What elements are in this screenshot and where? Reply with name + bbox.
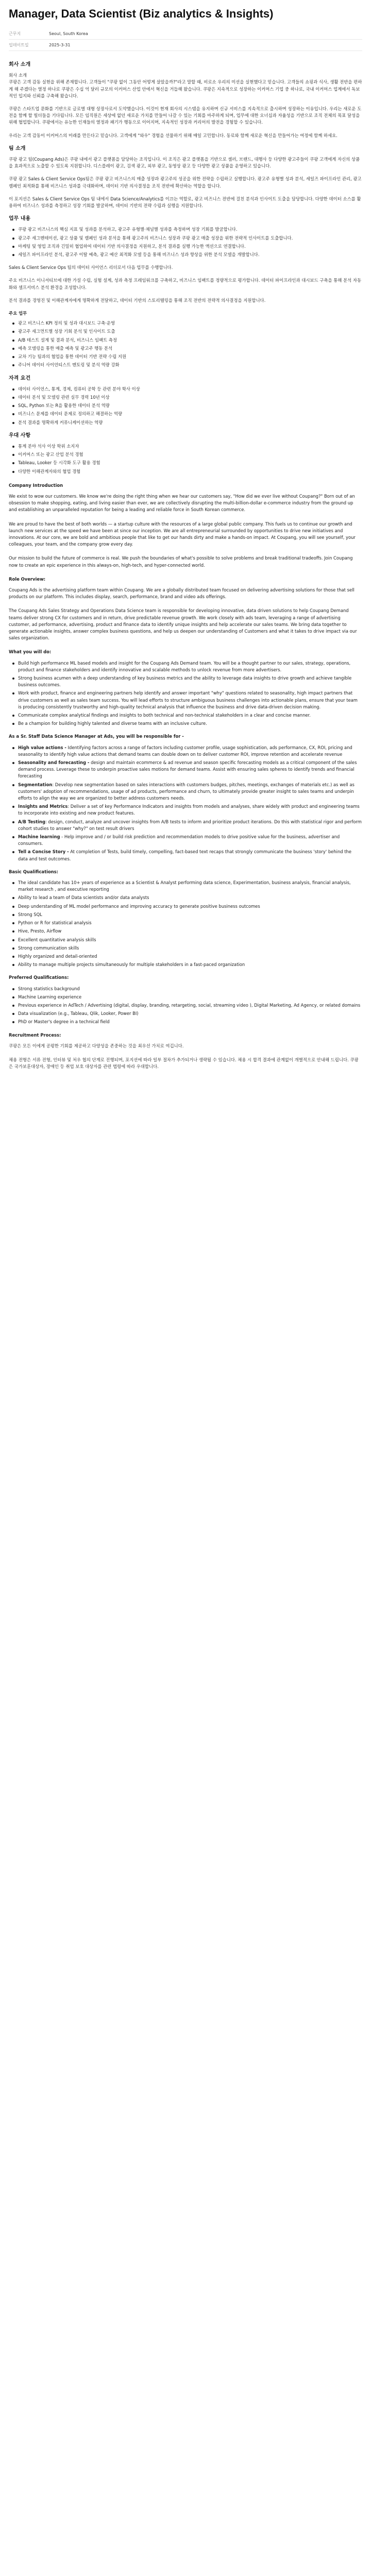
list-item: 교차 기능 팀과의 협업을 통한 데이터 기반 전략 수립 지원 xyxy=(9,353,362,360)
list-item-text: Ability to manage multiple projects simultaneously for multiple stakeholders in a fast-paced organization xyxy=(18,962,245,968)
list-item xyxy=(9,849,362,862)
bullet-list xyxy=(9,660,362,727)
paragraph: Our mission to build the future of commerce is real. We push the boundaries of what's possible to solve problems and break traditional tradeoffs. Join Coupang now to create an epic experience in this always-on, high-tech, and hyper-connected world. xyxy=(9,555,355,568)
list-item-text: Deep understanding of ML model performance and improving accuracy to generate positive business outcomes xyxy=(18,903,260,909)
list-item xyxy=(9,953,362,960)
section-heading: 회사 소개 xyxy=(9,62,31,67)
section-heading: 자격 요건 xyxy=(9,375,31,381)
list-item: Tableau, Looker 등 시각화 도구 활용 경험 xyxy=(9,460,362,466)
list-item-text: Data visualization (e.g., Tableau, Qlik, Looker, Power BI) xyxy=(18,1011,139,1016)
list-item-text: Communicate complex analytical findings and insights to both technical and non-technical stakeholders in a clear and concise manner. xyxy=(18,713,311,718)
meta-row-location xyxy=(9,29,362,38)
korean-description xyxy=(9,61,362,475)
paragraph: Coupang Ads is the advertising platform team within Coupang. We are a globally distributed team focused on delivering advertising solutions for those that sell products on our platform. This includes display, search, performance, brand and video ads offerings. xyxy=(9,587,356,600)
list-item-text: Python or R for statistical analysis xyxy=(18,920,92,926)
list-item-lead: Seasonality and forecasting - xyxy=(18,760,90,766)
list-item: 비즈니스 문제를 데이터 문제로 정의하고 해결하는 역량 xyxy=(9,411,362,417)
list-item xyxy=(9,690,362,710)
meta-value: Seoul, South Korea xyxy=(49,31,88,36)
sub-heading: 주요 업무 xyxy=(9,311,27,316)
list-item: 데이터 사이언스, 통계, 경제, 컴퓨터 공학 등 관련 분야 학사 이상 xyxy=(9,386,362,393)
paragraph: The Coupang Ads Sales Strategy and Operations Data Science team is responsible for developing innovative, data driven solutions to help Coupang Demand teams deliver strong CX for customers and in return, drive predictable revenue growth. We work closely with ads team, leveraging a range of advertising customer, ad performance, advertising, product and finance data to identify unique insights and help accelerate our sales teams. We bring data together to generate actionable insights, answer complex business questions, and help us deepen our understanding of Customers and what it takes to drive impact via our sales organization. xyxy=(9,608,359,641)
list-item-text: : design, conduct, analyze and uncover insights from A/B tests to inform and prioritize product iterations. Do this with statistical rigor and perform cohort studies to answer "why?" on test result drivers xyxy=(18,819,362,831)
bullet-list xyxy=(9,226,362,258)
list-item xyxy=(9,712,362,719)
list-item xyxy=(9,744,362,758)
list-item: 다양한 이해관계자와의 협업 경험 xyxy=(9,468,362,475)
bullet-list xyxy=(9,744,362,862)
paragraph: 분석 결과를 경영진 및 이해관계자에게 명확하게 전달하고, 데이터 기반의 스토리텔링을 통해 조직 전반의 전략적 의사결정을 지원합니다. xyxy=(9,297,266,303)
paragraph: 쿠팡 광고 Sales & Client Service Ops팀은 쿠팡 광고 비즈니스의 매출 성장과 광고주의 성공을 위한 전략을 수립하고 실행합니다. 광고주 유형별 성과 분석, 세일즈 파이프라인 관리, 광고 캠페인 최적화를 통해 비즈니스 성과를 극대화하며, 데이터 기반 의사결정을 조직 전반에 확산하는 역할을 합니다. xyxy=(9,176,363,189)
meta-table xyxy=(9,29,362,51)
list-item-text: Highly organized and detail-oriented xyxy=(18,953,97,959)
meta-label: 근무지 xyxy=(9,31,21,36)
list-item-lead: Segmentation xyxy=(18,782,53,787)
list-item xyxy=(9,675,362,688)
paragraph: We are proud to have the best of both worlds — a startup culture with the resources of a large global public company. This fuels us to continue our growth and launch new services at the speed we have been at since our inception. We are all entrepreneurial surrounded by opportunities to drive new initiatives and innovations. At our core, we are bold and ambitious people that like to get our hands dirty and make a hands-on impact. At Coupang, you will see yourself, your colleagues, your team, and the company grow every day. xyxy=(9,521,357,547)
paragraph: 회사 소개 쿠팡은 고객 감동 실현을 위해 존재합니다. 고객들이 "쿠팡 없이 그동안 어떻게 살았을까?"라고 말할 때, 비로소 우리의 미션을 실현했다고 믿습니다. 고객들의 쇼핑과 식사, 생활 전반을 편하게 해 주겠다는 열정 하나로 쿠팡은 수십 억 달러 규모의 이커머스 산업 안에서 혁신을 거듭해 왔습니다. 쿠팡은 지속적으로 성장하는 이커머스 기업 중 하나로, 국내 이커머스 업계에서 독보적인 입지와 신뢰를 구축해 왔습니다. xyxy=(9,73,362,98)
list-item xyxy=(9,819,362,832)
list-item xyxy=(9,920,362,926)
list-item-text: Excellent quantitative analysis skills xyxy=(18,937,96,942)
list-item xyxy=(9,903,362,910)
list-item-text: : Deliver a set of key Performance Indicators and insights from models and analyses, share widely with product and engineering teams to incorporate into existing and new product features. xyxy=(18,804,360,816)
section-heading: 우대 사항 xyxy=(9,432,31,438)
list-item: 세일즈 파이프라인 분석, 광고주 이탈 예측, 광고 예산 최적화 모델 등을 통해 비즈니스 성과 향상을 위한 분석 모델을 개발합니다. xyxy=(9,251,362,258)
list-item: 예측 모델링을 통한 매출 예측 및 광고주 행동 분석 xyxy=(9,345,362,352)
meta-row-updated xyxy=(9,41,362,49)
bullet-list xyxy=(9,320,362,368)
list-item xyxy=(9,834,362,847)
list-item xyxy=(9,782,362,802)
section-heading: Company Introduction xyxy=(9,482,63,488)
english-description xyxy=(9,482,362,1071)
list-item-lead: Tell a Concise Story - xyxy=(18,849,69,855)
list-item: 광고주 세그먼트별 성장 기회 분석 및 인사이트 도출 xyxy=(9,328,362,335)
section-heading: Recruitment Process: xyxy=(9,1032,61,1038)
list-item-text: PhD or Master's degree in a technical field xyxy=(18,1019,110,1025)
list-item xyxy=(9,961,362,968)
list-item: 광고주 세그멘테이션, 광고 상품 및 캠페인 성과 분석을 통해 광고주의 비즈니스 성장과 쿠팡 광고 매출 성장을 위한 전략적 인사이트를 도출합니다. xyxy=(9,235,362,242)
meta-value: 2025-3-31 xyxy=(49,42,71,47)
section-heading: 팀 소개 xyxy=(9,145,26,151)
paragraph: 채용 전형은 서류 전형, 인터뷰 및 처우 협의 단계로 진행되며, 포지션에 따라 일부 절차가 추가되거나 생략될 수 있습니다. 채용 시 합격 결과에 관계없이 개별적으로 안내해 드립니다. 쿠팡은 국가보훈대상자, 장애인 등 취업 보호 대상자를 관련 법령에 따라 우대합니다. xyxy=(9,1057,359,1070)
bullet-list xyxy=(9,879,362,968)
section-heading: Basic Qualifications: xyxy=(9,869,58,874)
list-item: 이커머스 또는 광고 산업 분석 경험 xyxy=(9,451,362,458)
list-item xyxy=(9,894,362,901)
job-posting xyxy=(0,0,371,1093)
list-item-text: The ideal candidate has 10+ years of experience as a Scientist & Analyst performing data science, Experimentation, business analysis, financial analysis, market research , and executive reporting xyxy=(18,880,351,892)
list-item xyxy=(9,660,362,673)
paragraph: 쿠팡은 스타트업 문화를 기반으로 글로벌 대형 상장사로서 도약했습니다. 이것이 현재 회사의 시스템을 유지하며 신규 서비스를 지속적으로 출시하며 성장하는 이유입니다. 우리는 새로운 도전을 함께 할 빌더들을 기다립니다. 모든 임직원은 세상에 없던 새로운 가치를 만들어 나갈 수 있는 기회를 마주하게 되며, 업무에 대한 오너십과 자율성을 기반으로 조직 전체의 목표 달성을 위해 협업합니다. 쿠팡에서는 유능한 인재들의 열정과 패기가 행동으로 이어지며, 지속적인 성장과 커리어의 발전을 경험할 수 있습니다. xyxy=(9,106,362,125)
paragraph: We exist to wow our customers. We know we're doing the right thing when we hear our customers say, "How did we ever live without Coupang?" Born out of an obsession to make shopping, eating, and living easier than ever, we are collectively disrupting the multi-billion-dollar e-commerce industry from the ground up and establishing an unparalleled reputation for being a leading and reliable force in South Korean commerce. xyxy=(9,493,357,513)
paragraph: Sales & Client Service Ops 팀의 데이터 사이언스 리더로서 다음 업무를 수행합니다. xyxy=(9,265,173,270)
list-item-text: Strong business acumen with a deep understanding of key business metrics and the ability to leverage data insights to drive growth and achieve tangible business outcomes. xyxy=(18,675,352,688)
paragraph: 쿠팡은 모든 이에게 공평한 기회를 제공하고 다양성을 존중하는 것을 최우선 가치로 여깁니다. xyxy=(9,1043,184,1048)
list-item-text: At completion of Tests, build timely, compelling, fact-based text recaps that strongly communicate the business 'story' behind the data and test outcomes. xyxy=(18,849,351,861)
divider xyxy=(9,39,362,40)
list-item-lead: Machine learning xyxy=(18,834,60,840)
list-item: 데이터 분석 및 모델링 관련 실무 경력 10년 이상 xyxy=(9,394,362,401)
paragraph: 주요 비즈니스 이니셔티브에 대한 가설 수립, 실험 설계, 성과 측정 프레임워크를 구축하고, 비즈니스 임팩트를 정량적으로 평가합니다. 데이터 파이프라인과 대시보드 구축을 통해 분석 자동화와 셀프서비스 분석 환경을 조성합니다. xyxy=(9,278,362,290)
bullet-list xyxy=(9,443,362,475)
list-item xyxy=(9,945,362,952)
bullet-list xyxy=(9,386,362,426)
list-item-text: Machine Learning experience xyxy=(18,994,82,999)
paragraph: 우리는 고객 감동이 이커머스의 미래를 만든다고 믿습니다. 고객에게 "와우" 경험을 선물하기 위해 매일 고민합니다. 동료와 함께 새로운 혁신을 만들어가는 여정에 함께 하세요. xyxy=(9,132,338,138)
bullet-list xyxy=(9,986,362,1026)
list-item: 광고 비즈니스 KPI 정의 및 성과 대시보드 구축·운영 xyxy=(9,320,362,327)
list-item-text: - Help improve and / or build risk prediction and recommendation models to drive positive value for the business, advertiser and consumers. xyxy=(18,834,340,846)
list-item: 쿠팡 광고 비즈니스의 핵심 지표 및 성과를 분석하고, 광고주 유형별·채널별 성과를 측정하며 성장 기회를 발굴합니다. xyxy=(9,226,362,233)
divider xyxy=(9,50,362,51)
list-item xyxy=(9,1002,362,1009)
list-item xyxy=(9,759,362,780)
list-item-text: Be a champion for building highly talented and diverse teams with an inclusive culture. xyxy=(18,721,207,726)
section-heading: Role Overview: xyxy=(9,576,46,582)
list-item-text: Hive, Presto, Airflow xyxy=(18,928,62,934)
meta-label: 업데이트일 xyxy=(9,42,29,47)
list-item xyxy=(9,879,362,893)
list-item-text: design and maintain ecommerce & ad revenue and season specific forecasting models as a critical component of the sales demand process. Leverage these to underpin proactive sales motions for demand teams. Assist with ensuring sales spheres to identify trends and financial forecasting xyxy=(18,760,357,779)
list-item: 주니어 데이터 사이언티스트 멘토링 및 분석 역량 강화 xyxy=(9,362,362,368)
paragraph: 쿠팡 광고 팀(Coupang Ads)은 쿠팡 내에서 광고 플랫폼을 담당하는 조직입니다. 이 조직은 광고 플랫폼을 기반으로 셀러, 브랜드, 대행사 등 다양한 광고주들이 쿠팡 고객에게 자신의 상품을 효과적으로 노출할 수 있도록 지원합니다. 디스플레이 광고, 검색 광고, 외부 광고, 동영상 광고 등 다양한 광고 상품을 운영하고 있습니다. xyxy=(9,157,360,169)
section-heading: Preferred Qualifications: xyxy=(9,975,69,980)
list-item-lead: Insights and Metrics xyxy=(18,804,68,809)
paragraph: 이 포지션은 Sales & Client Service Ops 팀 내에서 Data Science/Analytics를 이끄는 역할로, 광고 비즈니스 전반에 걸친 분석과 인사이트 도출을 담당합니다. 다양한 데이터 소스를 활용하여 비즈니스 성과를 측정하고 성장 기회를 발굴하며, 데이터 기반의 전략 수립과 실행을 지원합니다. xyxy=(9,196,361,209)
list-item: SQL, Python 또는 R을 활용한 데이터 분석 역량 xyxy=(9,402,362,409)
list-item-text: Previous experience in AdTech / Advertising (digital, display, branding, retargeting, social, streaming video ), Digital Marketing, Ad Agency, or related domains xyxy=(18,1002,361,1008)
page-title: Manager, Data Scientist (Biz analytics & Insights) xyxy=(9,7,274,20)
section-heading: As a Sr. Staff Data Science Manager at Ads, you will be responsible for - xyxy=(9,734,184,739)
list-item xyxy=(9,986,362,992)
list-item-text: Build high performance ML based models and insight for the Coupang Ads Demand team. You will be a thought partner to our sales, strategy, operations, product and finance stakeholders and identify innovative and scalable methods to unlock revenue from more advertisers. xyxy=(18,660,351,672)
list-item xyxy=(9,1010,362,1017)
section-heading: 업무 내용 xyxy=(9,216,31,222)
section-heading: What you will do: xyxy=(9,649,52,655)
list-item xyxy=(9,911,362,918)
list-item-text: Strong statistics background xyxy=(18,986,80,991)
list-item-text: Strong SQL xyxy=(18,911,42,917)
list-item-lead: A/B Testing xyxy=(18,819,45,824)
list-item-text: Identifying factors across a range of factors including customer profile, usage sophistication, ads performance, CX, ROI, pricing and seasonality to identify high value actions that demand teams can double down on to deliver customer ROI, improve retention and accelerate revenue xyxy=(18,744,352,757)
list-item-text: Ability to lead a team of Data scientists and/or data analysts xyxy=(18,895,149,901)
list-item-lead: High value actions - xyxy=(18,744,66,750)
list-item-text: Work with product, finance and engineering partners help identify and answer important "why" questions related to seasonality, high impact partners that drive customers as well as sales team success. You will lead efforts to structure ambiguous business challenges into actionable plans, ensure that your team is producing consistently trustworthy and high-quality technical analysis that influence the business and drive data-driven decision making. xyxy=(18,690,358,709)
list-item-text: Strong communication skills xyxy=(18,945,79,951)
list-item xyxy=(9,1019,362,1025)
list-item: 마케팅 및 영업 조직과 긴밀히 협업하여 데이터 기반 의사결정을 지원하고, 분석 결과를 실행 가능한 액션으로 연결합니다. xyxy=(9,243,362,250)
list-item: 통계 분야 석사 이상 학위 소지자 xyxy=(9,443,362,450)
list-item xyxy=(9,937,362,943)
list-item-text: : Develop new segmentation based on sales interactions with customers budges, pitches, meetings, exchanges of materials etc.) as well as customers' adoption of recommendations, usage of ad products, performance and churn, to ultimately provide greater insight to sales teams and underpin efforts to align the way we are organized to better address customers needs. xyxy=(18,782,355,801)
list-item xyxy=(9,720,362,727)
list-item: A/B 테스트 설계 및 결과 분석, 비즈니스 임팩트 측정 xyxy=(9,337,362,344)
list-item xyxy=(9,928,362,935)
list-item xyxy=(9,994,362,1001)
list-item xyxy=(9,803,362,817)
list-item: 분석 결과를 명확하게 커뮤니케이션하는 역량 xyxy=(9,419,362,426)
